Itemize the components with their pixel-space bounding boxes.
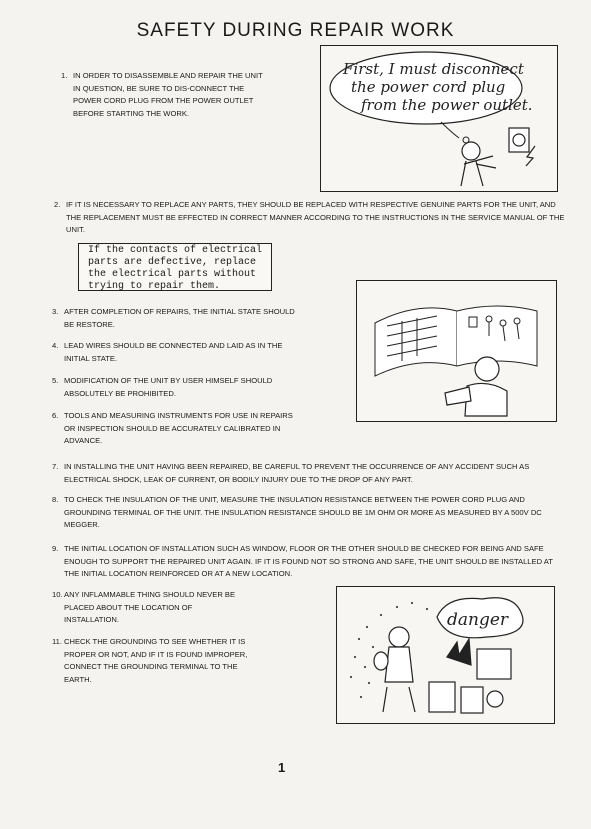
- speech-line-2: the power cord plug: [351, 78, 506, 96]
- manual-book-icon: [375, 306, 537, 376]
- danger-sign-text: danger: [447, 610, 509, 630]
- safety-item-9: [52, 543, 566, 581]
- item-text: LEAD WIRES SHOULD BE CONNECTED AND LAID AS IN THE INITIAL STATE.: [64, 341, 283, 363]
- notice-line: If the contacts of electrical: [88, 245, 263, 256]
- item-text: ANY INFLAMMABLE THING SHOULD NEVER BE PLACED ABOUT THE LOCATION OF INSTALLATION.: [64, 590, 236, 625]
- item-number: 7.: [52, 462, 59, 471]
- speech-line-1: First, I must disconnect: [343, 60, 524, 78]
- item-text: TO CHECK THE INSULATION OF THE UNIT, MEASURE THE INSULATION RESISTANCE BETWEEN THE POWER CORD PLUG AND GROUNDING TERMINAL OF THE UNIT. THE INSULATION RESISTANCE SHOULD BE 1M OHM OR MORE AS MEASURED BY A 500V DC MEGGER.: [64, 495, 542, 530]
- item-number: 8.: [52, 495, 59, 504]
- danger-drawing: [337, 587, 554, 723]
- item-number: 3.: [52, 307, 59, 316]
- item-text: IN ORDER TO DISASSEMBLE AND REPAIR THE UNIT IN QUESTION, BE SURE TO DIS-CONNECT THE POWER CORD PLUG FROM THE POWER OUTLET BEFORE STARTING THE WORK.: [73, 71, 263, 118]
- item-text: THE INITIAL LOCATION OF INSTALLATION SUCH AS WINDOW, FLOOR OR THE OTHER SHOULD BE CHECKED FOR BEING AND SAFE ENOUGH TO SUPPORT THE REPAIRED UNIT AGAIN. IF IT IS FOUND NOT SO STRONG AND SAFE, THE UNIT SHOULD BE INSTALLED AT THE INITIAL LOCATION REINFORCED OR AT A NEW LOCATION.: [64, 544, 553, 579]
- notice-line: the electrical parts without: [88, 269, 257, 280]
- illustration-danger-inflammable: [336, 586, 555, 724]
- technician-figure: [461, 142, 496, 186]
- item-text: IN INSTALLING THE UNIT HAVING BEEN REPAIRED, BE CAREFUL TO PREVENT THE OCCURRENCE OF ANY ACCIDENT SUCH AS ELECTRICAL SHOCK, LEAK OF CURRENT, OR BODILY INJURY DUE TO THE DROP OF ANY PART.: [64, 462, 530, 484]
- power-outlet-icon: [509, 128, 535, 166]
- illustration-disconnect-plug: [320, 45, 558, 192]
- safety-item-3: [52, 306, 304, 331]
- page-number: 1: [278, 760, 286, 775]
- item-number: 11.: [52, 637, 62, 646]
- illustration-service-manual: [356, 280, 557, 422]
- safety-item-6: [52, 410, 304, 448]
- speech-line-3: from the power outlet.: [361, 96, 533, 114]
- safety-item-8: [52, 494, 566, 532]
- notice-line: parts are defective, replace: [88, 257, 257, 268]
- page-title: SAFETY DURING REPAIR WORK: [136, 20, 455, 41]
- item-number: 4.: [52, 341, 59, 350]
- item-number: 9.: [52, 544, 59, 553]
- safety-item-1: [61, 70, 268, 120]
- notice-box: [78, 243, 272, 291]
- safety-item-7: [52, 461, 566, 486]
- worker-figure: [374, 627, 415, 712]
- notice-line: trying to repair them.: [88, 281, 221, 292]
- safety-item-5: [52, 375, 304, 400]
- item-text: IF IT IS NECESSARY TO REPLACE ANY PARTS, THEY SHOULD BE REPLACED WITH RESPECTIVE GENUINE PARTS FOR THE UNIT, AND THE REPLACEMENT MUST BE EFFECTED IN CORRECT MANNER ACCORDING TO THE INSTRUCTIONS IN THE SERVICE MANUAL OF THE UNIT.: [66, 200, 565, 235]
- item-text: CHECK THE GROUNDING TO SEE WHETHER IT IS PROPER OR NOT, AND IF IT IS FOUND IMPROPER, CONNECT THE GROUNDING TERMINAL TO THE EARTH.: [64, 637, 248, 684]
- safety-item-11: [52, 636, 248, 686]
- item-number: 10.: [52, 590, 63, 599]
- item-text: TOOLS AND MEASURING INSTRUMENTS FOR USE IN REPAIRS OR INSPECTION SHOULD BE ACCURATELY CALIBRATED IN ADVANCE.: [64, 411, 293, 446]
- item-number: 6.: [52, 411, 59, 420]
- item-text: MODIFICATION OF THE UNIT BY USER HIMSELF SHOULD ABSOLUTELY BE PROHIBITED.: [64, 376, 273, 398]
- item-number: 1.: [61, 71, 68, 80]
- service-manual-drawing: [357, 281, 556, 421]
- item-number: 2.: [54, 200, 61, 209]
- safety-item-10: [52, 589, 248, 627]
- safety-item-2: [54, 199, 566, 237]
- disconnect-plug-drawing: [321, 46, 557, 191]
- safety-item-4: [52, 340, 304, 365]
- item-number: 5.: [52, 376, 59, 385]
- item-text: AFTER COMPLETION OF REPAIRS, THE INITIAL STATE SHOULD BE RESTORE.: [64, 307, 295, 329]
